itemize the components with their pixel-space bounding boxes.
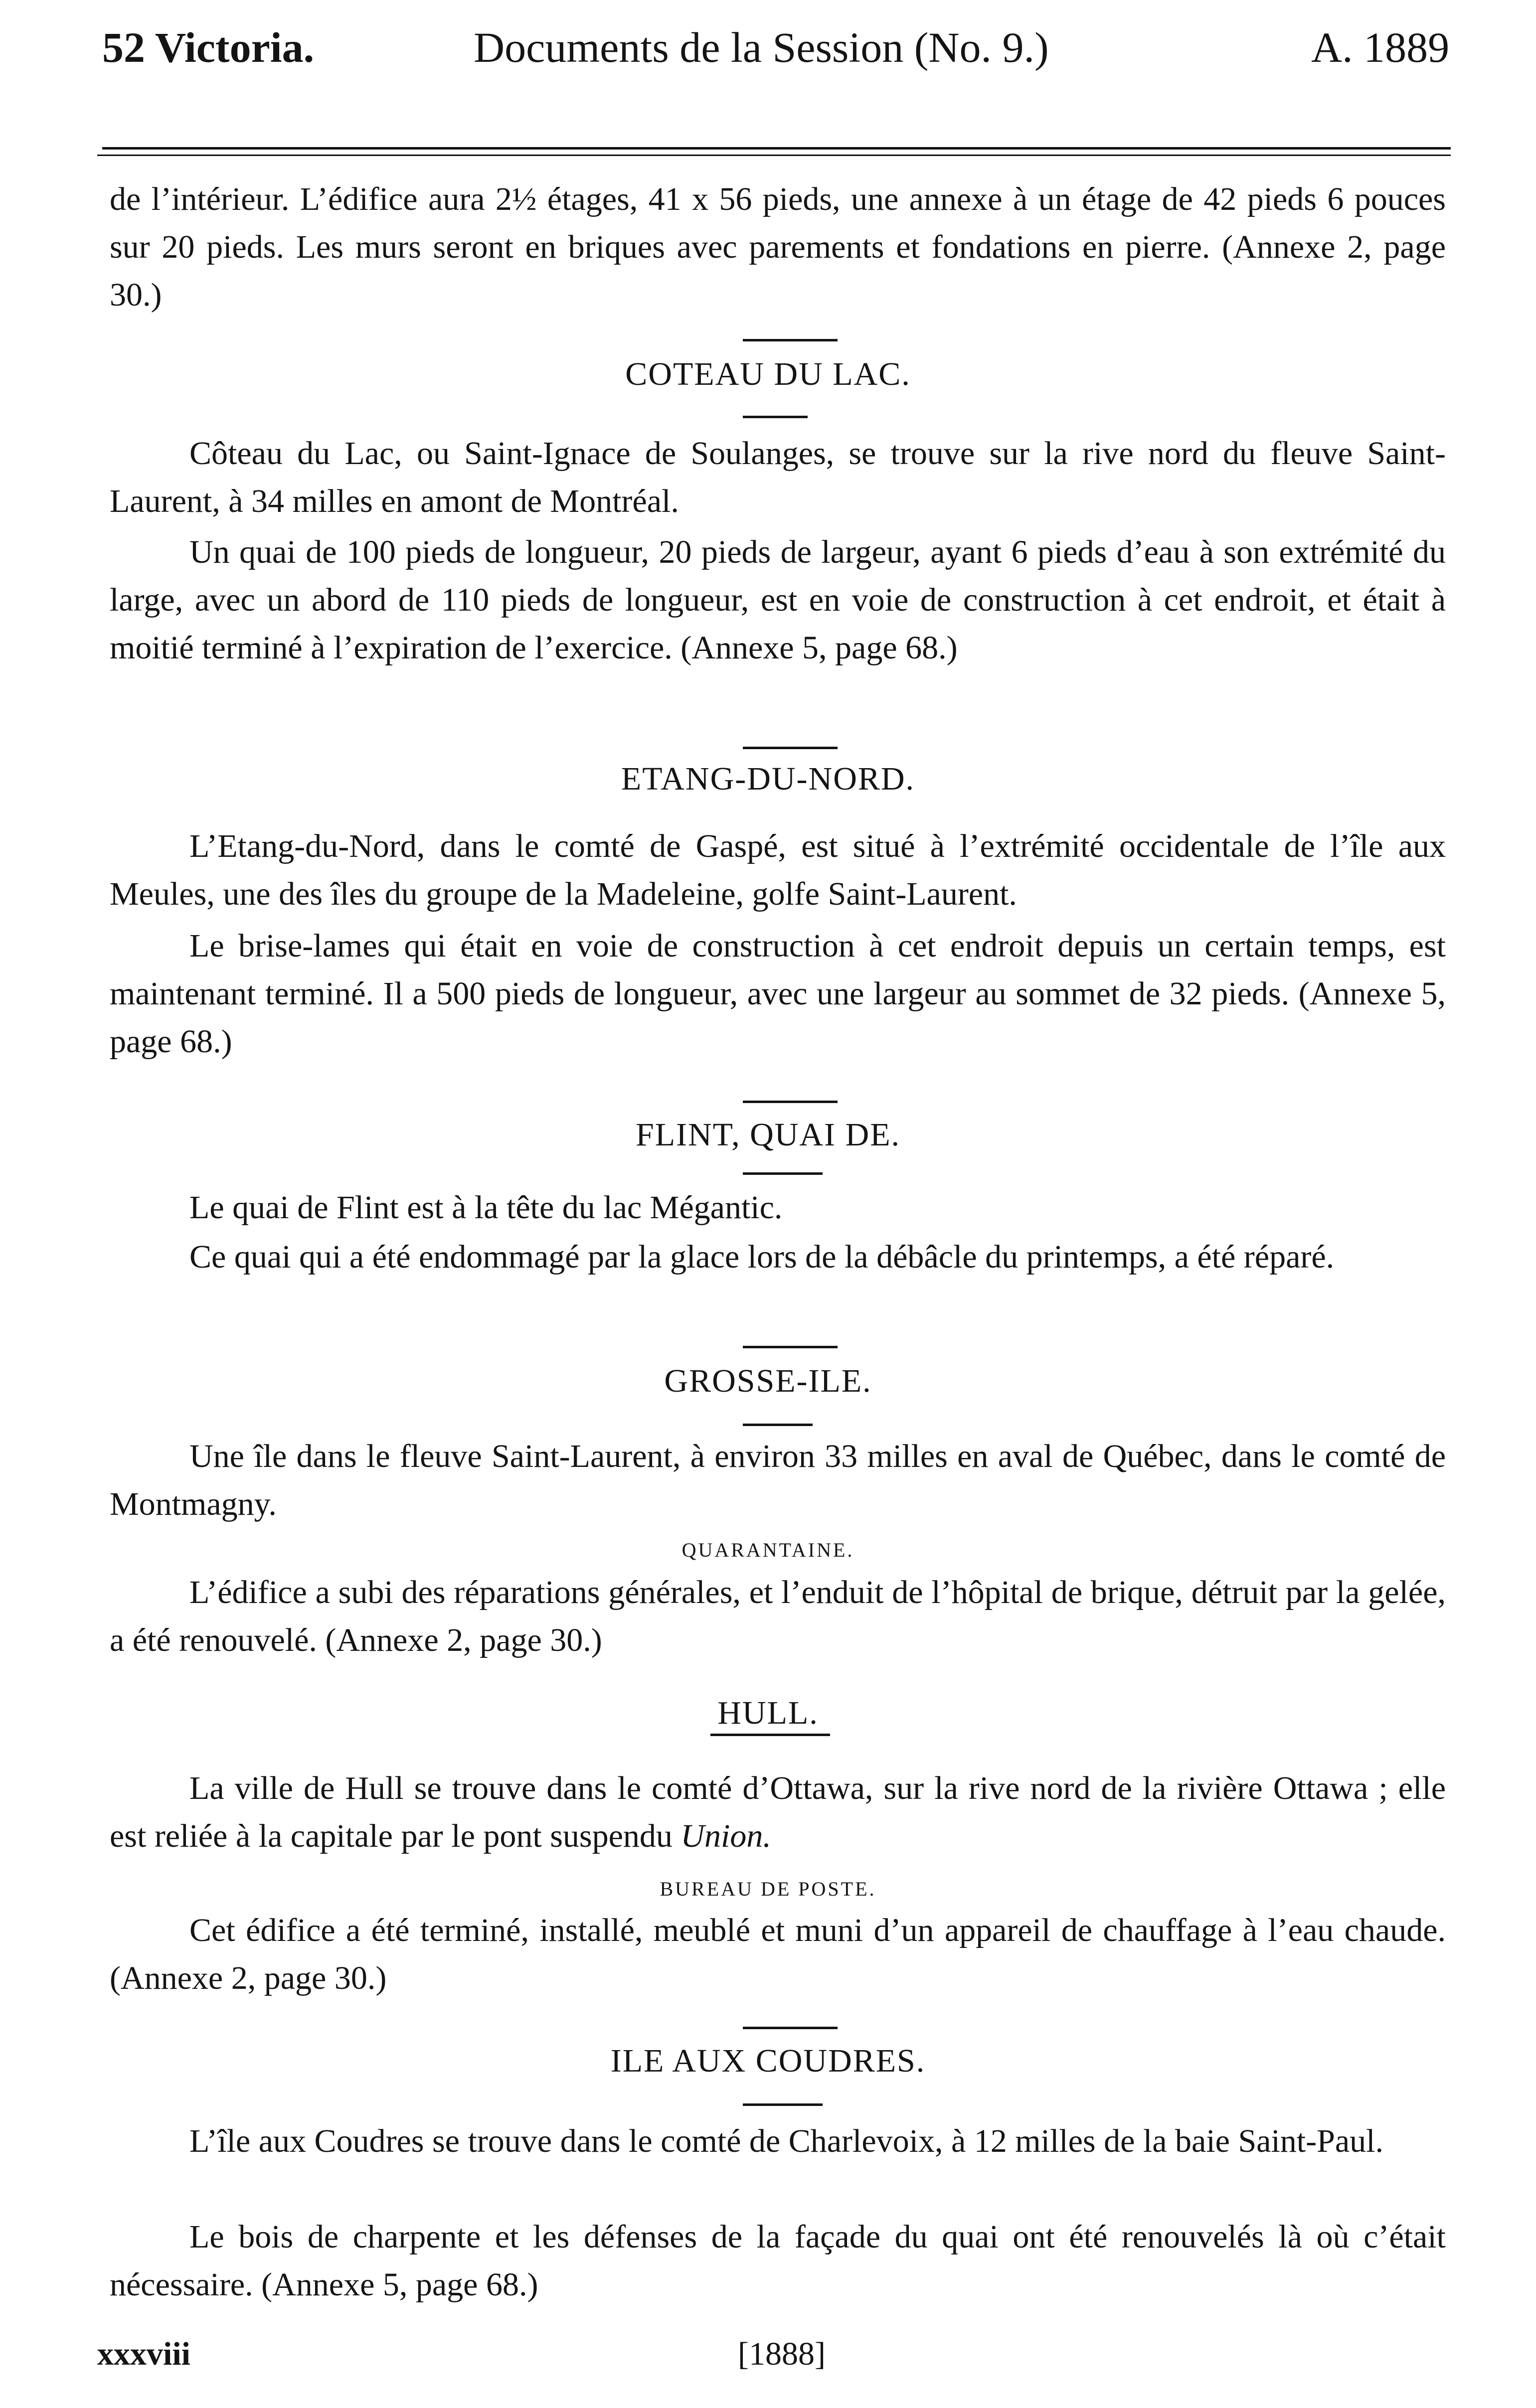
section-separator [743,2027,838,2029]
hull-paragraph-1-text: La ville de Hull se trouve dans le comté d’Ottawa, sur la rive nord de la rivière Ottawa ; elle est reliée à la capitale par le pont suspendu [110,1770,1446,1854]
header-volume: 52 Victoria. [102,23,315,71]
section-separator [743,1172,823,1175]
header-rule-thin [97,155,1451,156]
coteau-paragraph-2: Un quai de 100 pieds de longueur, 20 pieds de largeur, ayant 6 pieds d’eau à son extrémité du large, avec un abord de 110 pieds de longueur, est en voie de construction à cet endroit, et était à moitié terminé à l’expiration de l’exercice. (Annexe 5, page 68.) [110,534,1446,666]
grosse-paragraph-1: Une île dans le fleuve Saint-Laurent, à environ 33 milles en aval de Québec, dans le comté de Montmagny. [110,1438,1446,1522]
grosse-paragraph-2: L’édifice a subi des réparations générales, et l’enduit de l’hôpital de brique, détruit par la gelée, a été renouvelé. (Annexe 2, page 30.) [110,1574,1446,1658]
section-separator [743,416,808,418]
etang-paragraph-1: L’Etang-du-Nord, dans le comté de Gaspé, est situé à l’extrémité occidentale de l’île aux Meules, une des îles du groupe de la Madeleine, golfe Saint-Laurent. [110,828,1446,912]
flint-paragraph-2: Ce quai qui a été endommagé par la glace lors de la débâcle du printemps, a été réparé. [189,1239,1335,1275]
section-separator [743,339,838,341]
section-separator [743,1101,838,1103]
subsection-title-bureau-de-poste: BUREAU DE POSTE. [660,1878,876,1900]
hull-paragraph-2: Cet édifice a été terminé, installé, meublé et muni d’un appareil de chauffage à l’eau chaude. (Annexe 2, page 30.) [110,1912,1446,1996]
header-year: A. 1889 [1311,23,1450,71]
flint-paragraph-1: Le quai de Flint est à la tête du lac Mégantic. [189,1189,783,1226]
section-separator [743,1424,813,1426]
hull-paragraph-1 [110,1765,1446,1860]
hull-bridge-name: Union. [681,1818,771,1854]
section-separator [710,1734,830,1736]
section-title-coudres: ILE AUX COUDRES. [610,2043,926,2079]
section-separator [743,2103,823,2106]
coteau-paragraph-1: Côteau du Lac, ou Saint-Ignace de Soulanges, se trouve sur la rive nord du fleuve Saint-Laurent, à 34 milles en amont de Montréal. [110,435,1446,519]
section-title-coteau: COTEAU DU LAC. [625,356,911,392]
intro-paragraph: de l’intérieur. L’édifice aura 2½ étages, 41 x 56 pieds, une annexe à un étage de 42 pieds 6 pouces sur 20 pieds. Les murs seront en briques avec parements et fondations en pierre. (Annexe 2, page 30.) [110,181,1446,313]
footer-year: [1888] [738,2336,826,2372]
header-rule [102,147,1451,150]
coudres-paragraph-1: L’île aux Coudres se trouve dans le comté de Charlevoix, à 12 milles de la baie Saint-Paul. [189,2123,1383,2159]
section-title-grosse: GROSSE-ILE. [664,1363,872,1399]
etang-paragraph-2: Le brise-lames qui était en voie de construction à cet endroit depuis un certain temps, est maintenant terminé. Il a 500 pieds de longueur, avec une largeur au sommet de 32 pieds. (Annexe 5, page 68.) [110,928,1446,1060]
section-title-etang: ETANG-DU-NORD. [621,761,915,797]
section-title-hull: HULL. [717,1695,819,1731]
section-separator [743,747,838,749]
section-title-flint: FLINT, QUAI DE. [635,1117,901,1153]
section-separator [743,1346,838,1348]
header-title: Documents de la Session (No. 9.) [474,23,1049,71]
footer-page-number: xxxviii [97,2336,191,2372]
subsection-title-quarantaine: QUARANTAINE. [682,1539,854,1561]
coudres-paragraph-2: Le bois de charpente et les défenses de la façade du quai ont été renouvelés là où c’était nécessaire. (Annexe 5, page 68.) [110,2219,1446,2303]
